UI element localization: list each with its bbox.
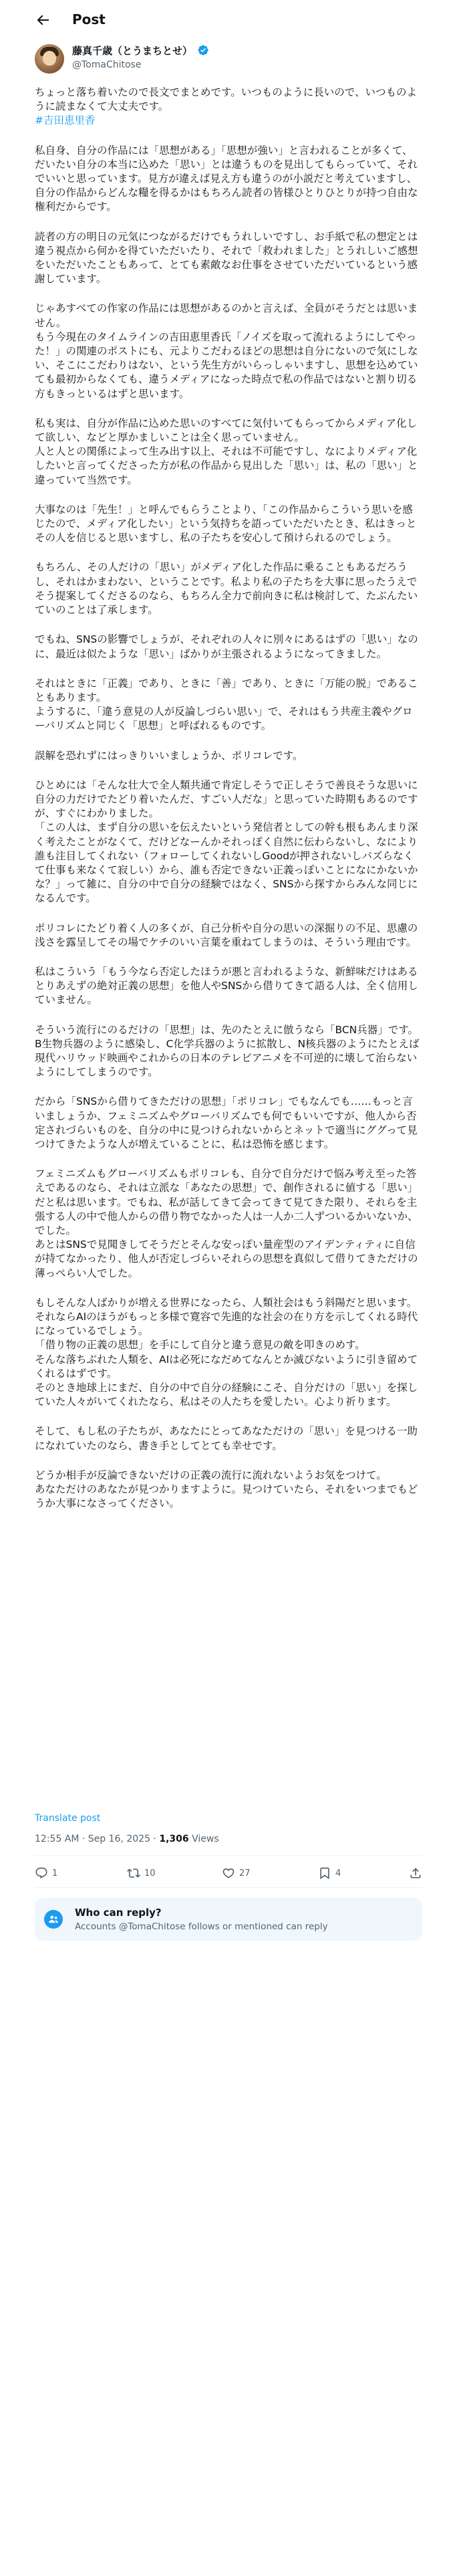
bookmark-count: 4 [335,1868,341,1879]
paragraph: 読者の方の明日の元気につながるだけでもうれしいですし、お手紙で私の想定とは違う視点から何かを得ていただいたり、それで「救われました」とうれしいご感想をいただいたこともあって、とても素敵なお仕事をさせていただいているという感謝しています。 [35,230,418,286]
author-handle[interactable]: @TomaChitose [72,60,142,70]
views-count: 1,306 [159,1834,189,1844]
paragraph: ポリコレにたどり着く人の多くが、自己分析や自分の思いの深掘りの不足、思慮の浅さを露呈してその場でケチのいい言葉を重ねてしまうのは、そういう理由です。 [35,922,418,948]
views-label: Views [192,1834,219,1844]
paragraph: でもね、SNSの影響でしょうが、それぞれの人々に別々にあるはずの「思い」なのに、最近は似たような「思い」ばかりが主張されるようになってきました。 [35,633,418,660]
paragraph: もしそんな人ばかりが増える世界になったら、人類社会はもう斜陽だと思います。それならAIのほうがもっと多様で寛容で先進的な社会の在り方を示してくれる時代になっているでしょう。 「借り物の正義の思想」を手にして自分と違う意見の敵を叩きのめす。 そんな落ちぶれた人類を、AIは必死になだめてなんとか滅びないように引き留めてくれるはずです。 そのとき地球上にまだ、自分の中で自分の経験にこそ、自分だけの「思い」を探していた人々がいてくれたなら、私はその人たちを愛したい。心より祈ります。 [35,1296,418,1408]
action-bar [35,1860,422,1887]
retweet-count: 10 [144,1868,156,1879]
paragraph: 私自身、自分の作品には「思想がある」「思想が強い」と言われることが多くて、だいたい自分の本当に込めた「思い」とは違うものを見出してもらっていて、それでいいと思っています。見方が違えば見え方も違うのが小説だと考えていますし、自分の作品からどんな糧を得るかはもちろん読者の皆様ひとりひとりが持つ自由な権利だからです。 [35,144,418,213]
reply-button[interactable] [35,1866,57,1881]
retweet-icon [127,1866,140,1880]
reply-icon [35,1866,48,1880]
meta-separator: · [150,1834,160,1844]
top-bar [0,0,451,40]
post-timestamp[interactable]: 12:55 AM · Sep 16, 2025 [35,1834,150,1844]
bookmark-icon [318,1866,331,1880]
paragraph: ちょっと落ち着いたので長文でまとめです。いつものように長いので、いつものように読まなくて大丈夫です。 #吉田恵里香 [35,86,417,127]
paragraph: 私も実は、自分が作品に込めた思いのすべてに気付いてもらってからメディア化して欲しい、などと厚かましいことは全く思っていません。 人と人との関係によって生み出す以上、それは不可能ですし、なによりメディア化したいと言ってくださった方が私の作品から見出した「思い」は、私の「思い」と違っていて当然です。 [35,417,418,486]
verified-badge-icon [197,44,209,56]
paragraph: 誤解を恐れずにはっきりいいましょうか、ポリコレです。 [35,749,303,762]
share-icon [409,1866,422,1880]
paragraph: 大事なのは「先生！」と呼んでもらうことより、「この作品からこういう思いを感じたので、メディア化したい」という気持ちを語っていただいたとき、私はきっとその人を信じると思いますし、私の子たちを安心して預けられるのでしょう。 [35,503,417,544]
reply-restriction-card [35,1898,422,1941]
like-count: 27 [239,1868,251,1879]
translate-post-link[interactable]: Translate post [35,1813,101,1824]
avatar[interactable] [35,44,64,74]
reply-count: 1 [52,1868,58,1879]
people-icon [44,1910,63,1929]
author-display-name[interactable] [72,44,209,58]
heart-icon [222,1866,235,1880]
hashtag-link[interactable]: #吉田恵里香 [35,114,96,127]
paragraph: フェミニズムもグローバリズムもポリコレも、自分で自分だけで悩み考え至った答えであるのなら、それは立派な「あなたの思想」で、創作されるに値する「思い」だと私は思います。でもね、私が話してきて会ってきて見てきた限り、それらを主張する人の中で他人からの借り物でなかった人は一人か二人ずついるかいないか、でした。 あとはSNSで見聞きしてそうだとそんな安っぽい量産型のアイデンティティに自信が持てなかったり、他人が否定しづらいそれらの思想を真似して借りてきただけの薄っぺらい人でした。 [35,1168,418,1279]
post-meta [35,1832,219,1846]
page-title: Post [72,11,106,27]
paragraph: そういう流行にのるだけの「思想」は、先のたとえに倣うなら「BCN兵器」です。B生物兵器のように感染し、C化学兵器のように拡散し、N核兵器のようにたとえば現代ハリウッド映画やこれからの日本のテレビアニメを不可逆的に壊して治らないようにしてしまうのです。 [35,1023,420,1079]
paragraph: どうか相手が反論できないだけの正義の流行に流れないようお気をつけて。 あなただけのあなたが見つかりますように。見つけていたら、それをいつまでもどうか大事になさってください。 [35,1469,418,1510]
paragraph: 私はこういう「もう今なら否定したほうが悪と言われるような、新鮮味だけはあるとりあえずの絶対正義の思想」を他人やSNSから借りてきて語る人は、全く信用していません。 [35,965,418,1006]
paragraph: それはときに「正義」であり、ときに「善」であり、ときに「万能の脱」であることもあります。 ようするに、「違う意見の人が反論しづらい思い」で、それはもう共産主義やグローバリズムと同じく「思想」と呼ばれるものです。 [35,677,418,732]
paragraph: じゃあすべての作家の作品には思想があるのかと言えば、全員がそうだとは思いません。 もう今現在のタイムラインの吉田恵里香氏「ノイズを取って流れるようにしてやった！」の関連のポストにも、元よりこだわるほどの思想は自分にないので気にしない、そこにこだわりはない、という先生方がいらっしゃいますし、思想を込めていても最初からなくても、違うメディアになった時点で私の作品ではないと割り切る方もきっといるはずと思います。 [35,302,418,400]
share-button[interactable] [409,1866,426,1881]
like-button[interactable] [222,1866,251,1881]
reply-card-subtitle: Accounts @TomaChitose follows or mentioned can reply [75,1921,328,1932]
bookmark-button[interactable] [318,1866,341,1881]
author-row [35,44,422,76]
paragraph: もちろん、その人だけの「思い」がメディア化した作品に乗ることもあるだろうし、それはかまわない、ということです。私より私の子たちを大事に思ったうえでそう提案してくださるのなら、もちろん全力で前向きに私は検討して、たぶんたいていのことは了承します。 [35,561,418,617]
divider [35,1855,422,1856]
paragraph: だから「SNSから借りてきただけの思想」「ポリコレ」でもなんでも……もっと言いましょうか、フェミニズムやグローバリズムでも何でもいいですが、他人から否定されづらいものを、自分の中に見つけられないからとネットで適当にググって見つけてきたような人が増えていることに、私は恐怖を感じます。 [35,1095,418,1150]
retweet-button[interactable] [127,1866,156,1881]
display-name-text[interactable]: 藤真千歳（とうまちとせ） [72,45,193,57]
divider [35,1887,422,1888]
paragraph: そして、もし私の子たちが、あなたにとってあなただけの「思い」を見つける一助になれていたのなら、書き手としてとても幸せです。 [35,1425,418,1452]
post-body [35,86,422,1511]
paragraph: ひとめには「そんな壮大で全人類共通で肯定しそうで正しそうで善良そうな思いに自分の力だけでたどり着いたんだ、すごい人だな」と思っていた時期もあるのですが、すぐにわかりました。 「この人は、まず自分の思いを伝えたいという発信者としての幹も根もあんまり深く考えたことがなくて、だけどなーんかそれっぽく自然に伝わらないし、なにより誰も注目してくれない（フォローしてくれないしGoodが押されないしバズらなくて仕事も来なくて寂しい）から、誰も否定できない正義っぽいことになにかないかな？」って雑に、自分の中で自分の経験ではなく、SNSから探すからみんな同じになるんです。 [35,778,418,905]
reply-card-title: Who can reply? [75,1907,162,1919]
back-arrow-icon[interactable] [35,12,51,28]
